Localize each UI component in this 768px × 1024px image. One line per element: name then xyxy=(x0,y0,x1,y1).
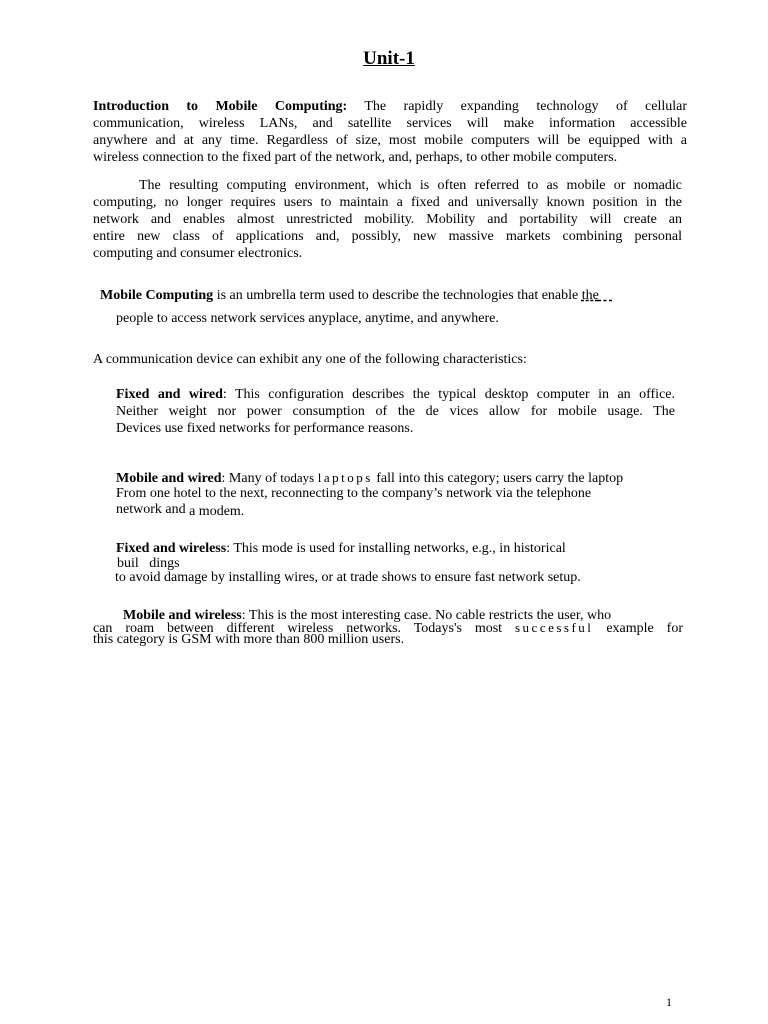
mobile-wired-text-d: fall into this category; users carry the laptop xyxy=(372,471,624,486)
dashed-trail xyxy=(599,288,613,303)
characteristics-intro: A communication device can exhibit any one of the following characteristics: xyxy=(93,352,527,367)
page-title: Unit-1 xyxy=(363,48,415,69)
fixed-wireless-line1 xyxy=(116,541,566,557)
fixed-wired-term: Fixed and wired xyxy=(116,387,223,402)
resulting-line: network and enables almost unrestricted mobility. Mobility and portability will create an xyxy=(93,212,682,227)
fixed-wireless-term: Fixed and wireless xyxy=(116,541,227,556)
mobile-wireless-line2c: example for xyxy=(593,621,683,636)
resulting-line: entire new class of applications and, possibly, new massive markets combining personal xyxy=(93,229,682,244)
mobile-wired-term: Mobile and wired xyxy=(116,471,222,486)
fixed-wired-line xyxy=(116,386,675,403)
fixed-wired-block xyxy=(116,386,675,437)
resulting-line: The resulting computing environment, which is often referred to as mobile or nomadic xyxy=(139,178,682,193)
intro-text: The rapidly expanding technology of cellular xyxy=(347,99,688,114)
intro-paragraph xyxy=(93,98,687,166)
fixed-wireless-text: : This mode is used for installing networks, e.g., in historical xyxy=(226,541,566,556)
intro-line: anywhere and at any time. Regardless of size, most mobile computers will be equipped with a xyxy=(93,133,687,148)
mobile-wireless-text: : This is the most interesting case. No cable restricts the user, who xyxy=(241,608,612,623)
mobile-wired-line2: From one hotel to the next, reconnecting to the company’s network via the telephone xyxy=(116,486,592,501)
mobile-wired-line3b: a modem. xyxy=(189,504,245,519)
fixed-wireless-line3: to avoid damage by installing wires, or at trade shows to ensure fast network setup. xyxy=(115,570,581,585)
resulting-paragraph xyxy=(93,177,682,262)
mobile-computing-line1 xyxy=(100,288,613,304)
mobile-wired-line3 xyxy=(116,502,244,518)
resulting-line: computing, no longer requires users to maintain a fixed and universally known position in the xyxy=(93,195,682,210)
mobile-computing-text-a: is a xyxy=(213,288,236,303)
fixed-wired-line: Devices use fixed networks for performance reasons. xyxy=(116,421,414,436)
mobile-wireless-line2b: successful xyxy=(514,620,594,635)
intro-heading: Introduction to Mobile Computing: xyxy=(93,99,348,114)
mobile-wireless-line2a: can roam between different wireless networks. Todays's most xyxy=(93,621,515,636)
mobile-wired-line1 xyxy=(116,470,623,487)
intro-line xyxy=(93,98,687,115)
intro-line: wireless connection to the fixed part of the network, and, perhaps, to other mobile computers. xyxy=(93,150,618,165)
mobile-computing-text-c: the xyxy=(581,288,599,303)
mobile-wired-text-a: : Many of xyxy=(221,471,281,486)
mobile-computing-text-b: n umbrella term used to describe the technologies that enable xyxy=(235,288,582,303)
mobile-wireless-line3: this category is GSM with more than 800 million users. xyxy=(93,632,405,647)
mobile-computing-line2: people to access network services anyplace, anytime, and anywhere. xyxy=(116,311,499,326)
fixed-wireless-line2: buil dings xyxy=(117,556,180,571)
mobile-wired-text-b: todays xyxy=(280,470,315,485)
mobile-computing-term: Mobile Computing xyxy=(100,288,214,303)
mobile-wireless-term: Mobile and wireless xyxy=(123,608,242,623)
mobile-wired-text-c: laptops xyxy=(317,470,373,485)
fixed-wired-line: Neither weight nor power consumption of the de vices allow for mobile usage. The xyxy=(116,404,675,419)
page-number: 1 xyxy=(666,995,672,1009)
fixed-wired-text: : This configuration describes the typical desktop computer in an office. xyxy=(222,387,675,402)
mobile-wired-line3a: network and xyxy=(116,502,190,517)
resulting-line: computing and consumer electronics. xyxy=(93,246,303,261)
intro-line: communication, wireless LANs, and satellite services will make information accessible xyxy=(93,116,687,131)
